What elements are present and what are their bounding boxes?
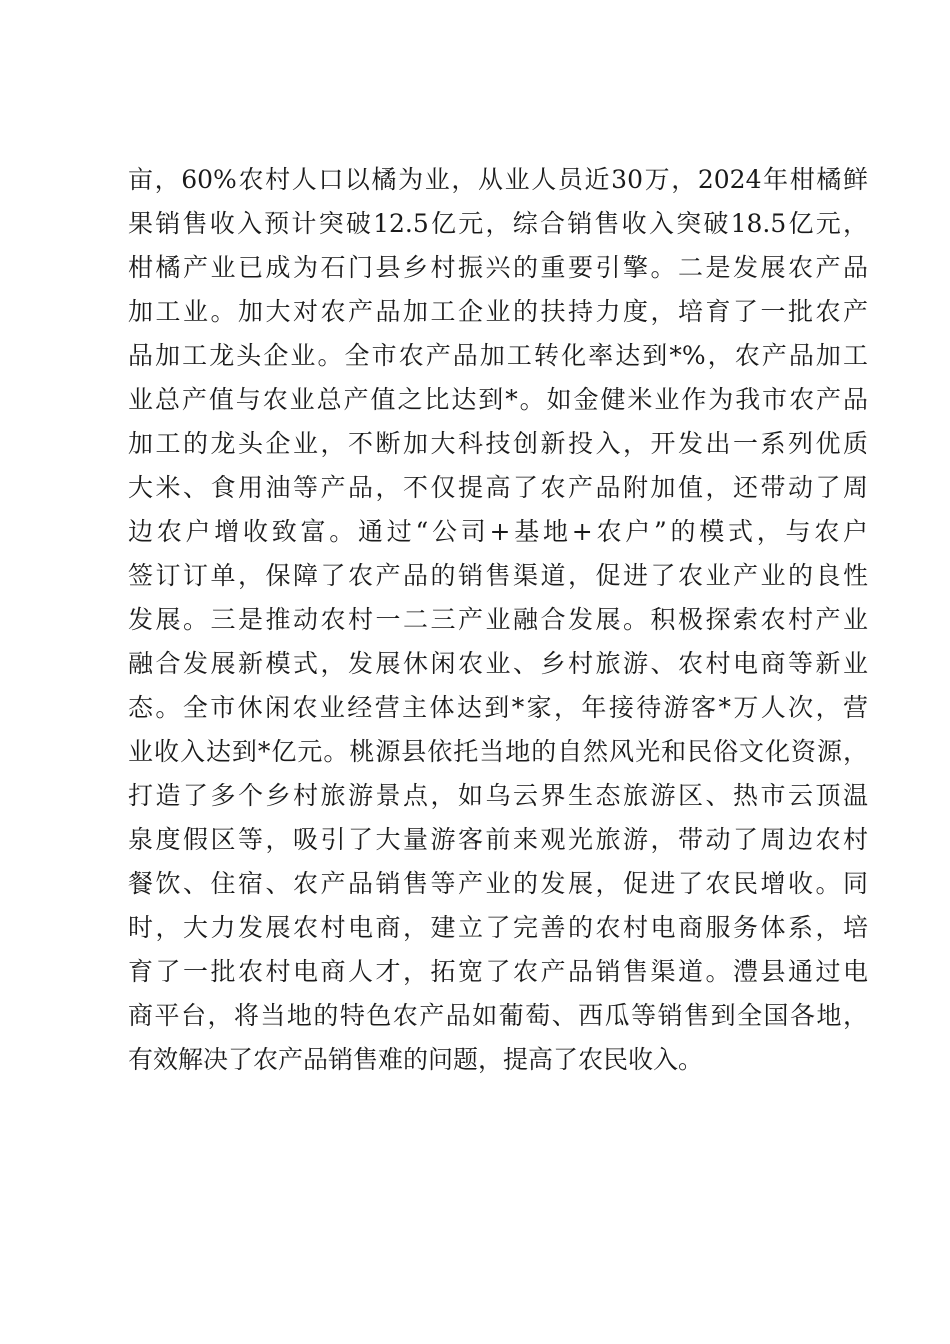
text-line: 时，大力发展农村电商，建立了完善的农村电商服务体系，培 [128,913,868,942]
text-line: 打造了多个乡村旅游景点，如乌云界生态旅游区、热市云顶温 [128,781,868,810]
text-line: 加工业。加大对农产品加工企业的扶持力度，培育了一批农产 [128,297,868,326]
text-line: 业总产值与农业总产值之比达到*。如金健米业作为我市农产品 [128,385,868,414]
body-paragraph [128,158,868,1082]
text-line: 有效解决了农产品销售难的问题，提高了农民收入。 [128,1045,704,1074]
text-line: 柑橘产业已成为石门县乡村振兴的重要引擎。二是发展农产品 [128,253,868,282]
text-line: 亩，60%农村人口以橘为业，从业人员近30万，2024年柑橘鲜 [128,165,868,194]
text-line: 商平台，将当地的特色农产品如葡萄、西瓜等销售到全国各地， [128,1001,868,1030]
text-line: 融合发展新模式，发展休闲农业、乡村旅游、农村电商等新业 [128,649,868,678]
text-line: 边农户增收致富。通过“公司+基地+农户”的模式，与农户 [128,517,868,546]
text-line: 餐饮、住宿、农产品销售等产业的发展，促进了农民增收。同 [128,869,868,898]
text-line: 加工的龙头企业，不断加大科技创新投入，开发出一系列优质 [128,429,868,458]
text-line: 果销售收入预计突破12.5亿元，综合销售收入突破18.5亿元， [128,209,868,238]
text-line: 业收入达到*亿元。桃源县依托当地的自然风光和民俗文化资源， [128,737,868,766]
text-line: 态。全市休闲农业经营主体达到*家，年接待游客*万人次，营 [128,693,868,722]
text-line: 发展。三是推动农村一二三产业融合发展。积极探索农村产业 [128,605,868,634]
text-line: 大米、食用油等产品，不仅提高了农产品附加值，还带动了周 [128,473,868,502]
text-line: 泉度假区等，吸引了大量游客前来观光旅游，带动了周边农村 [128,825,868,854]
text-line: 签订订单，保障了农产品的销售渠道，促进了农业产业的良性 [128,561,868,590]
text-line: 育了一批农村电商人才，拓宽了农产品销售渠道。澧县通过电 [128,957,868,986]
text-line: 品加工龙头企业。全市农产品加工转化率达到*%，农产品加工 [128,341,868,370]
